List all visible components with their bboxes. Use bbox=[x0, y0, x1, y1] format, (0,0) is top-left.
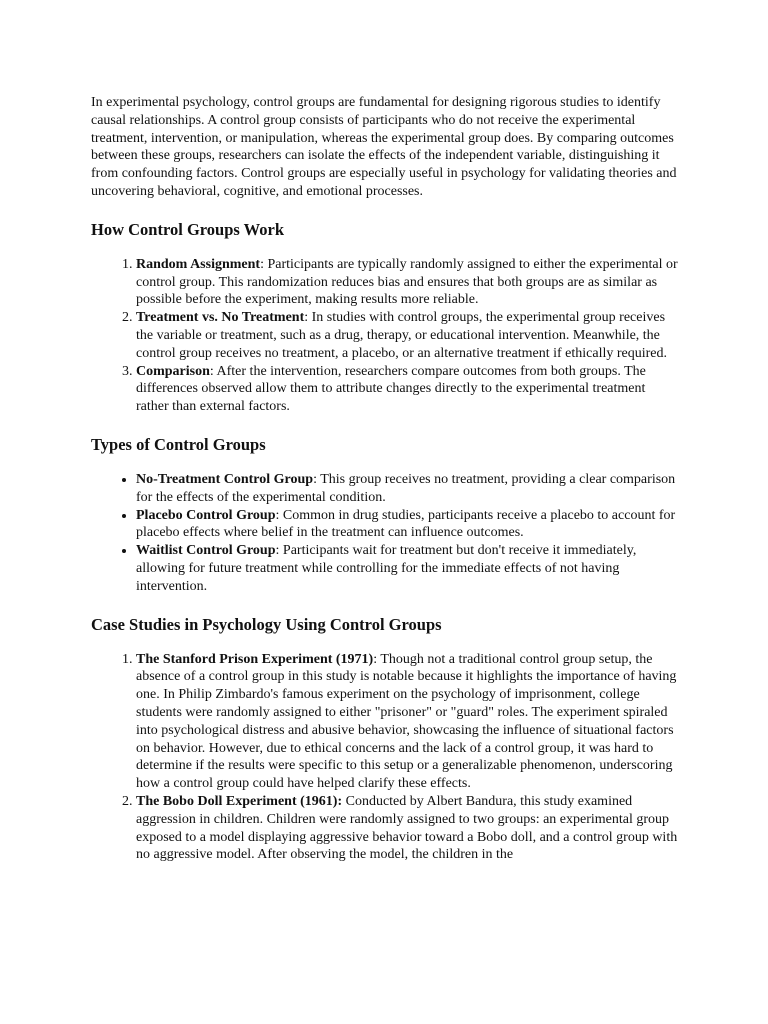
list-item-term: The Stanford Prison Experiment (1971) bbox=[136, 651, 374, 667]
how-list bbox=[91, 256, 681, 416]
intro-paragraph: In experimental psychology, control groups are fundamental for designing rigorous studies to identify causal relationships. A control group consists of participants who do not receive the experimental treatment, intervention, or manipulation, whereas the experimental group does. By comparing outcomes between these groups, researchers can isolate the effects of the independent variable, distinguishing it from confounding factors. Control groups are especially useful in psychology for validating theories and uncovering behavioral, cognitive, and emotional processes. bbox=[91, 95, 677, 199]
heading-types-of-control-groups: Types of Control Groups bbox=[91, 434, 266, 454]
list-item bbox=[136, 542, 681, 595]
heading-case-studies: Case Studies in Psychology Using Control Groups bbox=[91, 614, 442, 634]
list-item bbox=[136, 256, 681, 309]
list-item-term: The Bobo Doll Experiment (1961): bbox=[136, 793, 343, 809]
document-page bbox=[91, 94, 681, 864]
list-item-text: : This group receives no treatment, providing a clear comparison for the effects of the experimental condition. bbox=[136, 471, 676, 505]
case-list bbox=[91, 651, 681, 865]
list-item bbox=[136, 363, 681, 416]
list-item-text: : Though not a traditional control group setup, the absence of a control group in this study is notable because it highlights the importance of having one. In Philip Zimbardo's famous experiment on the psychology of imprisonment, college students were randomly assigned to either "prisoner" or "guard" roles. The experiment spiraled into psychological distress and abusive behavior, showcasing the influence of situational factors on behavior. However, due to ethical concerns and the lack of a control group, it was hard to determine if the results were specific to this setup or a generalizable phenomenon, underscoring how a control group could have helped clarify these effects. bbox=[136, 651, 677, 792]
list-item bbox=[136, 793, 681, 864]
heading-how-control-groups-work: How Control Groups Work bbox=[91, 219, 284, 239]
list-item-text: : Common in drug studies, participants receive a placebo to account for placebo effects where belief in the treatment can influence outcomes. bbox=[136, 507, 676, 541]
list-item-text: : Participants are typically randomly assigned to either the experimental or control group. This randomization reduces bias and ensures that both groups are as similar as possible before the experiment, making results more reliable. bbox=[136, 256, 678, 308]
list-item bbox=[136, 507, 681, 543]
list-item-text: : In studies with control groups, the experimental group receives the variable or treatment, such as a drug, therapy, or educational intervention. Meanwhile, the control group receives no treatment, a placebo, or an alternative treatment if ethically required. bbox=[136, 310, 667, 361]
list-item bbox=[136, 471, 681, 507]
list-item bbox=[136, 309, 681, 362]
list-item-text: : Participants wait for treatment but don't receive it immediately, allowing for future treatment while controlling for the immediate effects of not having intervention. bbox=[136, 543, 637, 594]
list-item-term: Waitlist Control Group bbox=[136, 543, 276, 559]
list-item-text: : After the intervention, researchers compare outcomes from both groups. The differences observed allow them to attribute changes directly to the experimental treatment rather than external factors. bbox=[136, 363, 646, 415]
list-item-term: Random Assignment bbox=[136, 256, 261, 272]
list-item-term: Comparison bbox=[136, 363, 210, 379]
list-item-term: Treatment vs. No Treatment bbox=[136, 310, 305, 326]
list-item-term: No-Treatment Control Group bbox=[136, 471, 314, 487]
list-item bbox=[136, 651, 681, 793]
list-item-term: Placebo Control Group bbox=[136, 507, 276, 523]
types-list bbox=[91, 471, 681, 596]
list-item-text: Conducted by Albert Bandura, this study examined aggression in children. Children were randomly assigned to two groups: an experimental group exposed to a model displaying aggressive behavior toward a Bobo doll, and a control group with no aggressive model. After observing the model, the children in the bbox=[136, 793, 678, 863]
